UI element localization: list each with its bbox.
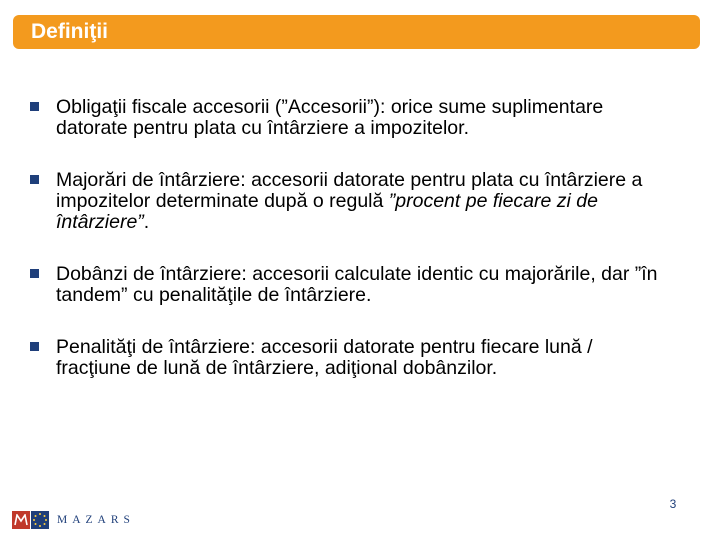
bullet-text-regular: Majorări de întârziere: accesorii datorate pentru plata cu întârziere a impozitelor determinate după o regulă <box>56 169 643 212</box>
logo-stars-icon <box>31 511 49 529</box>
bullet-text: Penalităţi de întârziere: accesorii datorate pentru fiecare lună / fracţiune de lună de întârziere, adiţional dobânzilor. <box>56 336 593 379</box>
square-bullet-icon <box>30 269 39 278</box>
bullet-item <box>30 264 670 306</box>
logo-text: MAZARS <box>57 514 135 526</box>
mazars-logo-icon <box>12 511 30 529</box>
square-bullet-icon <box>30 342 39 351</box>
bullet-text <box>56 170 670 233</box>
bullet-text-end: . <box>143 211 150 233</box>
bullet-text-italic: ”procent pe fiecare zi de întârziere” <box>56 190 598 233</box>
square-bullet-icon <box>30 175 39 184</box>
bullet-text: Obligaţii fiscale accesorii (”Accesorii”): orice sume suplimentare datorate pentru plata cu întârziere a impozitelor. <box>56 96 604 139</box>
bullet-text: Dobânzi de întârziere: accesorii calculate identic cu majorările, dar ”în tandem” cu penalităţile de întârziere. <box>56 263 658 306</box>
mazars-logo <box>12 510 135 530</box>
title-bar <box>13 15 700 49</box>
slide-title: Definiţii <box>31 20 108 43</box>
bullet-item <box>30 337 670 379</box>
bullet-list <box>30 97 670 379</box>
square-bullet-icon <box>30 102 39 111</box>
page-number: 3 <box>669 497 677 511</box>
bullet-item <box>30 170 670 233</box>
bullet-item <box>30 97 670 139</box>
